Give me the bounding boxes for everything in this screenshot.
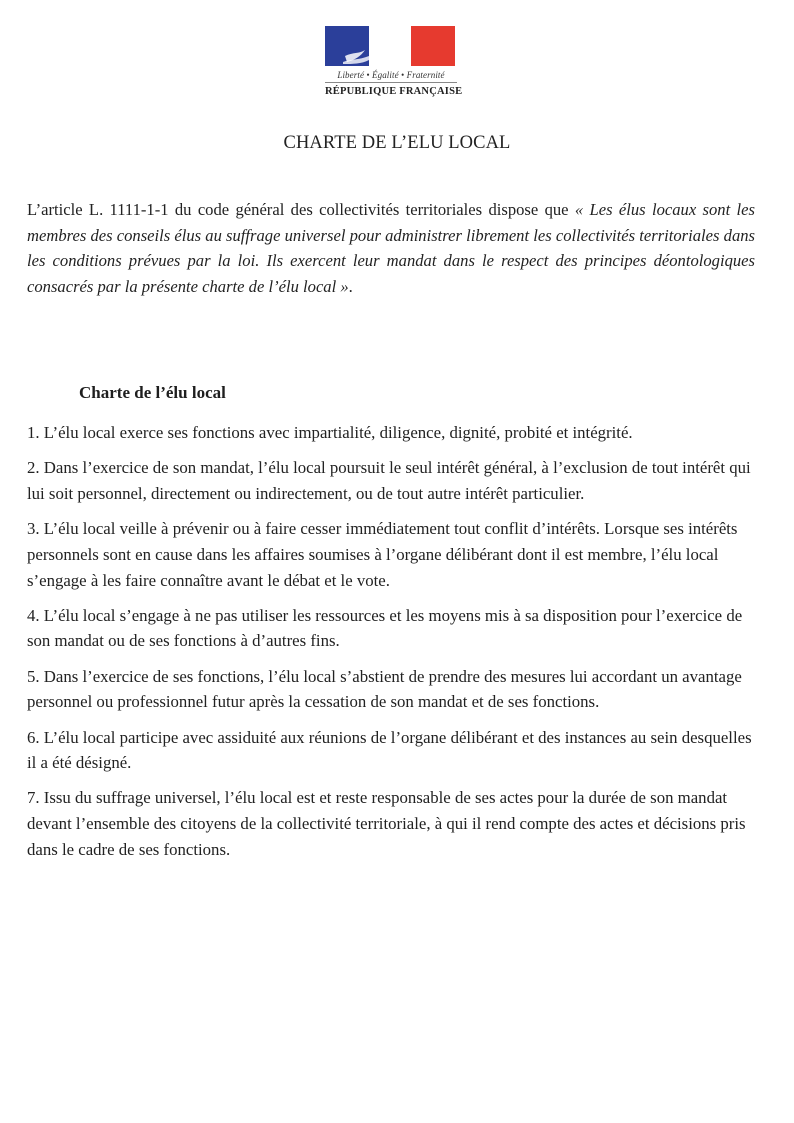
charter-article: 6. L’élu local participe avec assiduité aux réunions de l’organe délibérant et des instances au sein desquelles il a été désigné.: [27, 727, 752, 773]
charter-article: 4. L’élu local s’engage à ne pas utiliser les ressources et les moyens mis à sa disposition pour l’exercice de son mandat ou de ses fonctions à d’autres fins.: [27, 605, 743, 651]
logo-name: RÉPUBLIQUE FRANÇAISE: [325, 82, 457, 97]
intro-paragraph: [27, 197, 755, 299]
marianne-logo-icon: [325, 26, 455, 66]
charter-article: 1. L’élu local exerce ses fonctions avec impartialité, diligence, dignité, probité et intégrité.: [27, 423, 633, 442]
intro-lead: L’article L. 1111-1-1 du code général des collectivités territoriales dispose que: [27, 200, 575, 219]
document-title: CHARTE DE L’ELU LOCAL: [283, 133, 511, 153]
flag-red-band: [411, 26, 455, 66]
republique-francaise-logo: [325, 26, 463, 97]
charter-article: 5. Dans l’exercice de ses fonctions, l’élu local s’abstient de prendre des mesures lui accordant un avantage personnel ou professionnel futur après la cessation de son mandat et de ses fonctions.: [27, 666, 742, 712]
intro-quote: « Les élus locaux sont les membres des conseils élus au suffrage universel pour administrer librement les collectivités territoriales dans les conditions prévues par la loi. Ils exercent leur mandat dans le respect des principes déontologiques consacrés par la présente charte de l’élu local »: [27, 200, 755, 296]
logo-motto: Liberté • Égalité • Fraternité: [337, 70, 445, 80]
charter-article: 3. L’élu local veille à prévenir ou à faire cesser immédiatement tout conflit d’intérêts. Lorsque ses intérêts personnels sont en cause dans les affaires soumises à l’organe délibérant dont il est membre, l’élu local s’engage à les faire connaître avant le débat et le vote.: [27, 519, 738, 590]
charter-articles: [27, 420, 755, 872]
charter-heading: Charte de l’élu local: [79, 383, 226, 402]
charter-article: 2. Dans l’exercice de son mandat, l’élu local poursuit le seul intérêt général, à l’exclusion de tout intérêt qui lui soit personnel, directement ou indirectement, ou de tout autre intérêt particulier.: [27, 458, 751, 503]
intro-end: .: [348, 276, 353, 296]
charter-article: 7. Issu du suffrage universel, l’élu local est et reste responsable de ses actes pour la durée de son mandat devant l’ensemble des citoyens de la collectivité territoriale, à qui il rend compte des actes et décisions pris dans le cadre de ses fonctions.: [27, 788, 746, 859]
